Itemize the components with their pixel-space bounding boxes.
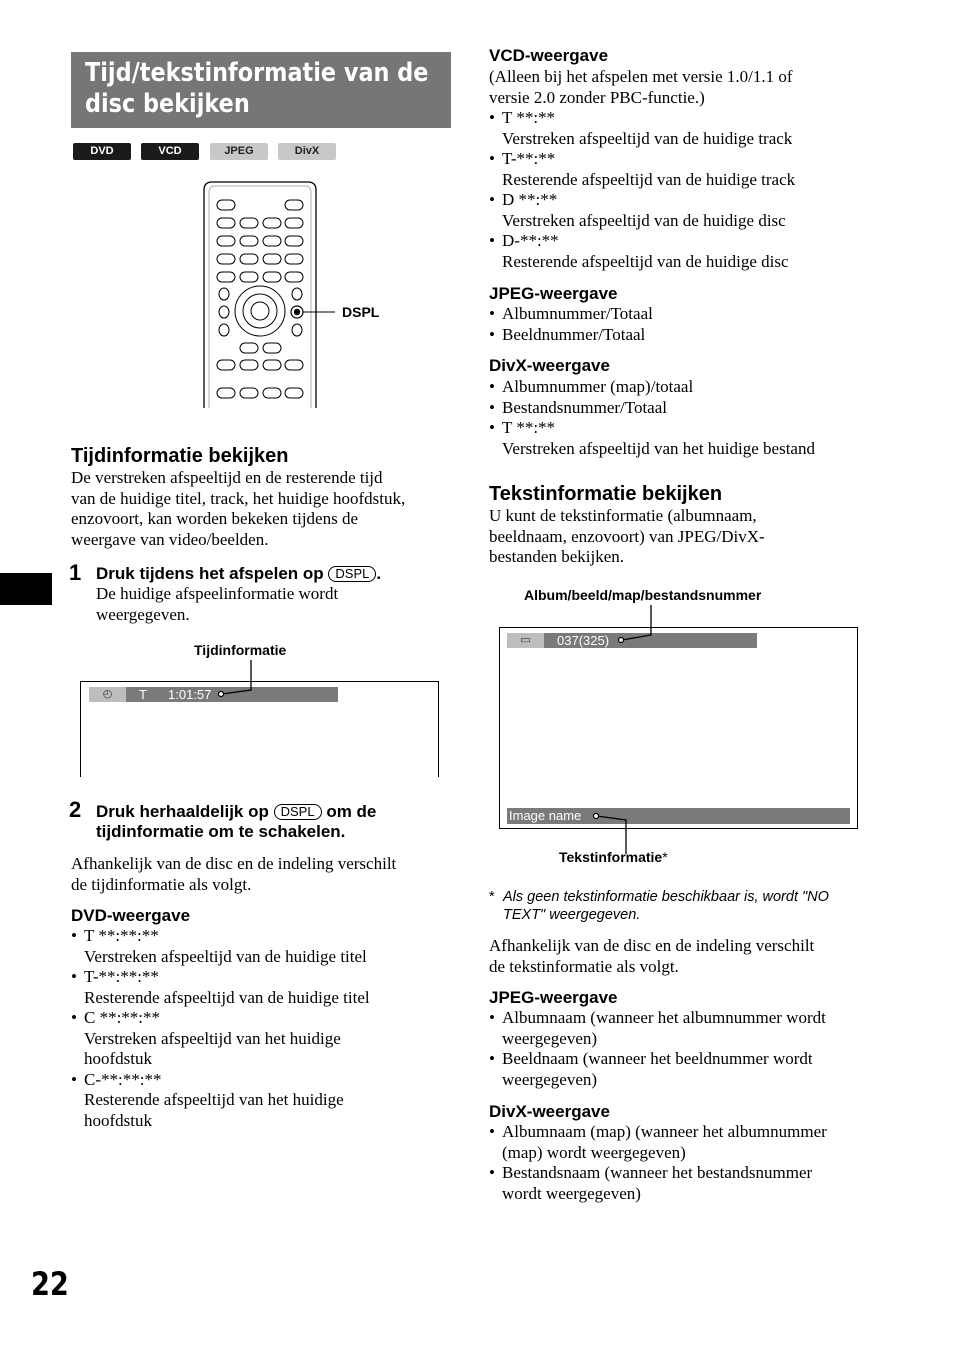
album-number-label: Album/beeld/map/bestandsnummer — [524, 587, 762, 603]
clock-icon: ◴ — [89, 687, 126, 702]
badge-jpeg: JPEG — [210, 143, 268, 160]
time-info-leader-line — [215, 660, 255, 700]
text-info-label: Tekstinformatie* — [559, 849, 668, 865]
divx2-list: • Albumnaam (map) (wanneer het albumnummer (map) wordt weergegeven) • Bestandsnaam (wanneer het bestandsnummer wordt weergegeven) — [489, 1122, 909, 1204]
list-item: • Beeldnummer/Totaal — [489, 325, 889, 346]
list-item: • T **:**:** — [71, 926, 451, 947]
step-1-desc: De huidige afspeelinformatie wordt weergegeven. — [96, 584, 339, 624]
list-item: • D-**:** — [489, 231, 889, 252]
time-info-label: Tijdinformatie — [194, 642, 287, 658]
dspl-button-ref-2: DSPL — [274, 804, 322, 820]
list-item: • Beeldnaam (wanneer het beeldnummer wordt — [489, 1049, 909, 1070]
list-item: • T-**:**:** — [71, 967, 451, 988]
list-item: • Albumnaam (wanneer het albumnummer wordt — [489, 1008, 909, 1029]
time-mode-letter: T — [139, 687, 147, 702]
divx2-heading: DivX-weergave — [489, 1102, 610, 1121]
dspl-label: DSPL — [342, 304, 380, 320]
album-number-readout: 037(325) — [557, 633, 610, 648]
dvd-heading: DVD-weergave — [71, 906, 191, 925]
list-item: • D **:** — [489, 190, 889, 211]
page-title: Tijd/tekstinformatie van de disc bekijken — [71, 52, 451, 128]
step-2-number: 2 — [69, 797, 82, 822]
step-1-text: Druk tijdens het afspelen op DSPL . — [96, 564, 382, 583]
footnote: * Als geen tekstinformatie beschikbaar is, wordt "NO TEXT" weergegeven. — [489, 889, 829, 923]
step-2-text: Druk herhaaldelijk op DSPL om de tijdinformatie om te schakelen. — [96, 802, 377, 841]
image-icon: ▭ — [507, 633, 544, 648]
badge-divx: DivX — [278, 143, 336, 160]
time-intro: De verstreken afspeeltijd en de resterende tijd van de huidige titel, track, het huidige hoofdstuk, enzovoort, kan worden bekeken tijdens de weergave van video/beelden. — [71, 468, 406, 549]
list-item: • Bestandsnummer/Totaal — [489, 398, 909, 419]
list-item: • C-**:**:** — [71, 1070, 451, 1091]
text-intro: U kunt de tekstinformatie (albumnaam, beeldnaam, enzovoort) van JPEG/DivX- bestanden bekijken. — [489, 506, 765, 566]
list-item: • Albumnummer/Totaal — [489, 304, 889, 325]
jpeg-list — [489, 304, 889, 345]
vcd-heading: VCD-weergave — [489, 46, 609, 65]
chapter-tab-marker — [0, 573, 52, 605]
badge-dvd: DVD — [73, 143, 131, 160]
divx-heading: DivX-weergave — [489, 356, 610, 375]
list-item: • Albumnaam (map) (wanneer het albumnummer — [489, 1122, 909, 1143]
page-number: 22 — [31, 1265, 69, 1303]
jpeg2-heading: JPEG-weergave — [489, 988, 618, 1007]
jpeg-heading: JPEG-weergave — [489, 284, 618, 303]
screen-text-info — [499, 627, 858, 829]
list-item: • T **:** — [489, 108, 889, 129]
album-number-leader-line — [615, 605, 655, 645]
list-item: • T-**:** — [489, 149, 889, 170]
remote-control-illustration — [195, 178, 335, 410]
step-1-number: 1 — [69, 560, 82, 585]
divx-list: • Albumnummer (map)/totaal • Bestandsnummer/Totaal • T **:** Verstreken afspeeltijd van het huidige bestand — [489, 377, 909, 459]
section-title-time: Tijdinformatie bekijken — [71, 445, 289, 467]
list-item: • Bestandsnaam (wanneer het bestandsnummer — [489, 1163, 909, 1184]
section-title-text: Tekstinformatie bekijken — [489, 483, 723, 505]
time-readout: 1:01:57 — [168, 687, 212, 702]
list-item: • Albumnummer (map)/totaal — [489, 377, 909, 398]
time-info-bar — [89, 687, 338, 702]
dspl-button-ref: DSPL — [328, 566, 376, 582]
image-name-text: Image name — [509, 808, 582, 823]
dvd-list: • T **:**:** Verstreken afspeeltijd van de huidige titel • T-**:**:** Resterende afspeeltijd van de huidige titel • C **:**:** Verstreken afspeeltijd van het huidige hoofdstuk • C-**:**:** Resterende afspeeltijd van het huidige hoofdstuk — [71, 926, 451, 1131]
badge-vcd: VCD — [141, 143, 199, 160]
jpeg2-list: • Albumnaam (wanneer het albumnummer wordt weergegeven) • Beeldnaam (wanneer het beeldnummer wordt weergegeven) — [489, 1008, 909, 1090]
time-variation-para: Afhankelijk van de disc en de indeling verschilt de tijdinformatie als volgt. — [71, 854, 397, 894]
image-name-bar — [507, 808, 850, 824]
text-variation-para: Afhankelijk van de disc en de indeling verschilt de tekstinformatie als volgt. — [489, 936, 815, 976]
vcd-content: (Alleen bij het afspelen met versie 1.0/1.1 of versie 2.0 zonder PBC-functie.) • T **:** Verstreken afspeeltijd van de huidige track • T-**:** Resterende afspeeltijd van de huidige track • D **:** Verstreken afspeeltijd van de huidige disc • D-**:** Resterende afspeeltijd van de huidige disc — [489, 67, 889, 272]
list-item: • T **:** — [489, 418, 909, 439]
list-item: • C **:**:** — [71, 1008, 451, 1029]
